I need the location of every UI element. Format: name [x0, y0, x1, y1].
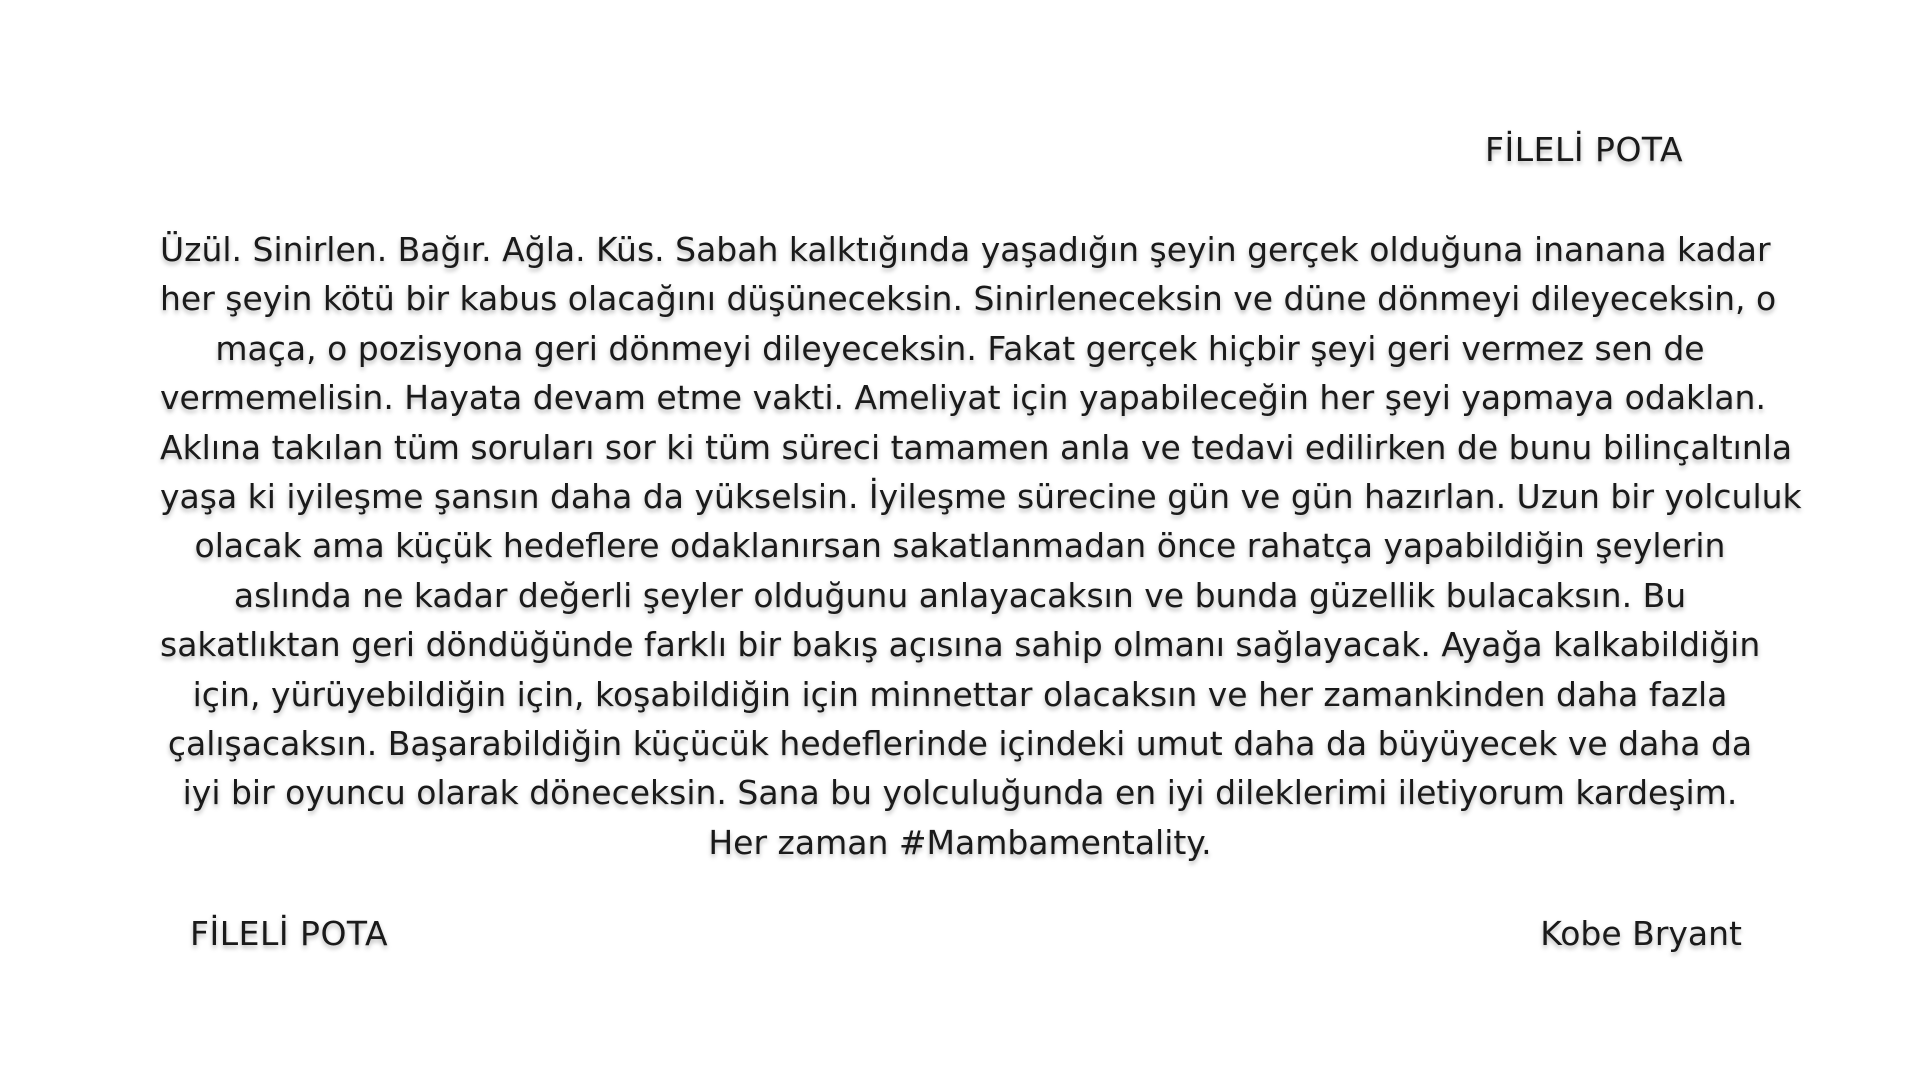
letter-line: için, yürüyebildiğin için, koşabildiğin için minnettar olacaksın ve her zamankinden daha fazla — [192, 674, 1728, 714]
letter-body — [160, 225, 1802, 867]
watermark-top: FİLELİ POTA — [1485, 130, 1684, 169]
letter-line: maça, o pozisyona geri dönmeyi dileyeceksin. Fakat gerçek hiçbir şeyi geri vermez sen de — [215, 328, 1705, 368]
letter-line: her şeyin kötü bir kabus olacağını düşüneceksin. Sinirleneceksin ve düne dönmeyi dileyeceksin, o — [160, 279, 1777, 319]
letter-line: Her zaman #Mambamentality. — [708, 822, 1212, 862]
letter-line: yaşa ki iyileşme şansın daha da yükselsin. İyileşme sürecine gün ve gün hazırlan. Uzun bir yolculuk — [160, 477, 1802, 517]
letter-line: iyi bir oyuncu olarak döneceksin. Sana bu yolculuğunda en iyi dileklerimi iletiyorum kardeşim. — [182, 773, 1738, 813]
letter-line: aslında ne kadar değerli şeyler olduğunu anlayacaksın ve bunda güzellik bulacaksın. Bu — [233, 575, 1687, 615]
letter-line: vermemelisin. Hayata devam etme vakti. Ameliyat için yapabileceğin her şeyi yapmaya odaklan. — [160, 378, 1766, 418]
letter-line: Aklına takılan tüm soruları sor ki tüm süreci tamamen anla ve tedavi edilirken de bunu bilinçaltınla — [160, 427, 1793, 467]
watermark-bottom: FİLELİ POTA — [190, 914, 389, 953]
letter-line: Üzül. Sinirlen. Bağır. Ağla. Küs. Sabah kalktığında yaşadığın şeyin gerçek olduğuna inanana kadar — [160, 230, 1771, 269]
signature: Kobe Bryant — [1540, 914, 1742, 953]
letter-line: olacak ama küçük hedeflere odaklanırsan sakatlanmadan önce rahatça yapabildiğin şeylerin — [194, 526, 1726, 566]
letter-line: çalışacaksın. Başarabildiğin küçücük hedeflerinde içindeki umut daha da büyüyecek ve daha da — [167, 724, 1753, 764]
letter-line: sakatlıktan geri döndüğünde farklı bir bakış açısına sahip olmanı sağlayacak. Ayağa kalkabildiğin — [160, 625, 1761, 665]
